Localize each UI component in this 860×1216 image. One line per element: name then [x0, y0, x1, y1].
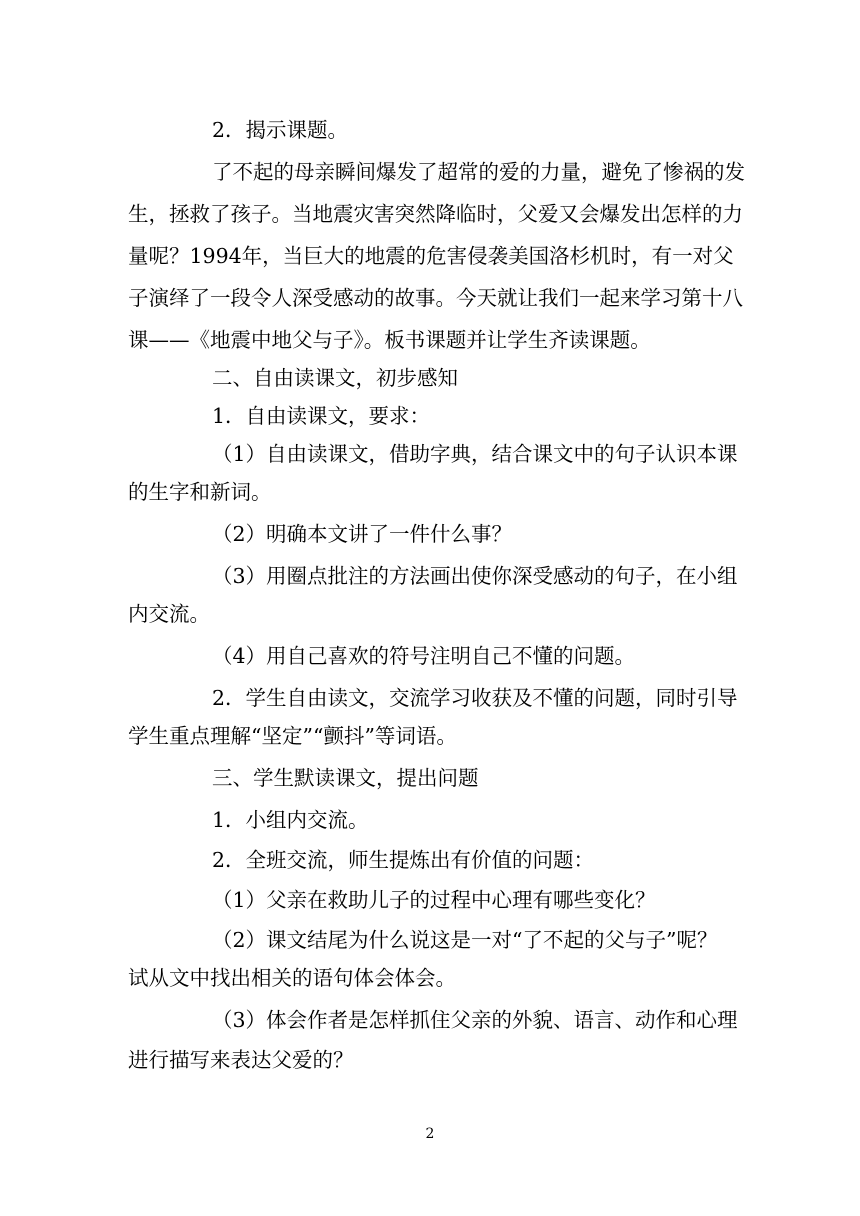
text-line: 2．揭示课题。 [212, 118, 349, 142]
text-line: 的生字和新词。 [128, 480, 272, 504]
section-heading: 二、自由读课文，初步感知 [212, 366, 458, 390]
text-line: 了不起的母亲瞬间爆发了超常的爱的力量，避免了惨祸的发 [212, 160, 745, 184]
text-line: 学生重点理解“坚定”“颤抖”等词语。 [128, 724, 457, 748]
page-number: 2 [425, 1126, 435, 1142]
text-line: （1）父亲在救助儿子的过程中心理有哪些变化？ [212, 888, 656, 912]
section-heading: 三、学生默读课文，提出问题 [212, 766, 479, 790]
text-line: 2．全班交流，师生提炼出有价值的问题： [212, 848, 595, 872]
text-line: 进行描写来表达父爱的？ [128, 1048, 354, 1072]
text-line: （3）体会作者是怎样抓住父亲的外貌、语言、动作和心理 [212, 1008, 738, 1032]
text-line: 试从文中找出相关的语句体会体会。 [128, 966, 456, 990]
text-line: （4）用自己喜欢的符号注明自己不懂的问题。 [212, 644, 636, 668]
text-line: 课——《地震中地父与子》。板书课题并让学生齐读课题。 [128, 328, 651, 352]
text-line: （1）自由读课文，借助字典，结合课文中的句子认识本课 [212, 442, 738, 466]
text-line: （3）用圈点批注的方法画出使你深受感动的句子，在小组 [212, 564, 738, 588]
text-line: 量呢？1994年，当巨大的地震的危害侵袭美国洛杉机时，有一对父 [128, 244, 734, 268]
text-line: 1．小组内交流。 [212, 808, 369, 832]
text-line: 1．自由读课文，要求： [212, 404, 431, 428]
text-line: 生，拯救了孩子。当地震灾害突然降临时，父爱又会爆发出怎样的力 [128, 202, 743, 226]
text-line: （2）明确本文讲了一件什么事？ [212, 522, 513, 546]
text-line: 子演绎了一段令人深受感动的故事。今天就让我们一起来学习第十八 [128, 286, 743, 310]
text-line: （2）课文结尾为什么说这是一对“了不起的父与子”呢？ [212, 928, 718, 952]
text-line: 2．学生自由读文，交流学习收获及不懂的问题，同时引导 [212, 686, 738, 710]
text-line: 内交流。 [128, 602, 210, 626]
